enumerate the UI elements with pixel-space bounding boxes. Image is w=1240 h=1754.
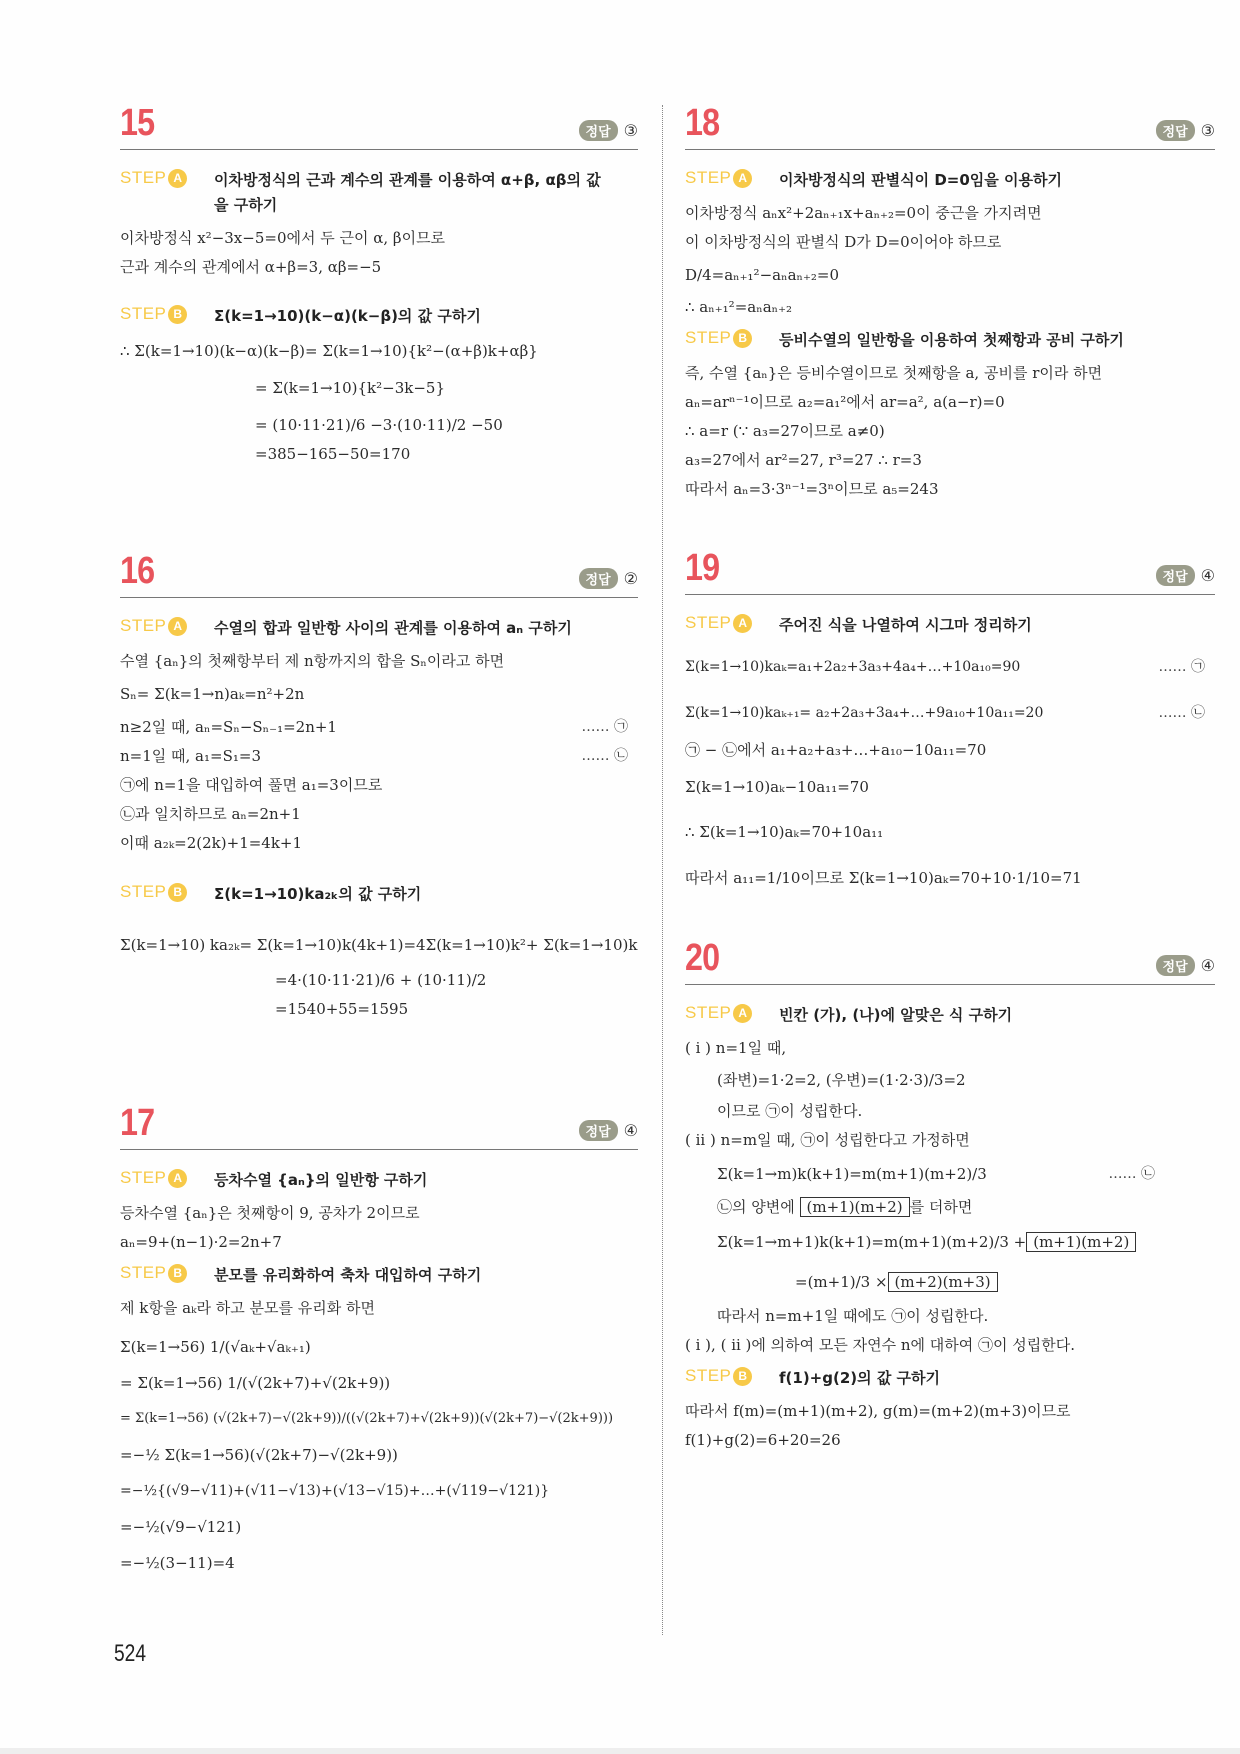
step-title: 빈칸 (가), (나)에 알맞은 식 구하기 xyxy=(779,1006,1013,1024)
solution-line: 이므로 ㉠이 성립한다. xyxy=(717,1102,863,1120)
solution-line: Sₙ= Σ(k=1→n)aₖ=n²+2n xyxy=(120,685,305,703)
solution-line: Σ(k=1→10)kaₖ=a₁+2a₂+3a₃+4a₄+…+10a₁₀=90 …… ㉠ xyxy=(685,644,1215,690)
answer xyxy=(579,1120,638,1141)
step-a xyxy=(685,1003,1215,1028)
answer-badge: 정답 xyxy=(1156,565,1195,586)
solution-line: Σ(k=1→10)kaₖ₊₁= a₂+2a₃+3a₄+…+9a₁₀+10a₁₁=20 …… ㉡ xyxy=(685,690,1215,736)
problem-header xyxy=(120,100,638,150)
solution-line: 이 이차방정식의 판별식 D가 D=0이어야 하므로 xyxy=(685,233,1002,251)
solution-line: ㉠ − ㉡에서 a₁+a₂+a₃+…+a₁₀−10a₁₁=70 xyxy=(685,741,987,759)
solution-line: Σ(k=1→10)aₖ−10a₁₁=70 xyxy=(685,778,869,796)
step-label: STEP B xyxy=(120,304,202,324)
solution-line: =−½{(√9−√11)+(√11−√13)+(√13−√15)+…+(√119−√121)} xyxy=(120,1483,550,1499)
step-label: STEP A xyxy=(685,1003,767,1023)
problem-18 xyxy=(685,100,1215,504)
step-a xyxy=(120,616,638,641)
solution-line: ∴ Σ(k=1→10)aₖ=70+10a₁₁ xyxy=(685,823,884,841)
step-a-circle-icon: A xyxy=(168,617,187,636)
step-a-circle-icon: A xyxy=(733,169,752,188)
answer xyxy=(1156,565,1215,586)
problem-16 xyxy=(120,548,638,1024)
problem-number: 16 xyxy=(120,550,155,592)
solution-line: =−½(3−11)=4 xyxy=(120,1554,235,1572)
solution-line: = Σ(k=1→10){k²−3k−5} xyxy=(255,379,446,397)
solution-line: 이차방정식 aₙx²+2aₙ₊₁x+aₙ₊₂=0이 중근을 가지려면 xyxy=(685,204,1042,222)
step-a-circle-icon: A xyxy=(733,1004,752,1023)
step-title: 주어진 식을 나열하여 시그마 정리하기 xyxy=(779,616,1032,634)
solution-line: Σ(k=1→m)k(k+1)=m(m+1)(m+2)/3 …… ㉡ xyxy=(685,1155,1215,1193)
problem-header xyxy=(120,548,638,598)
answer-value: ④ xyxy=(1200,566,1215,585)
solution-line: Σ(k=1→m+1)k(k+1)=m(m+1)(m+2)/3 + (m+1)(m+2) xyxy=(685,1222,1215,1262)
solution-line: = Σ(k=1→56) 1/(√(2k+7)+√(2k+9)) xyxy=(120,1374,391,1392)
problem-header xyxy=(685,100,1215,150)
problem-17 xyxy=(120,1100,638,1581)
answer-value: ② xyxy=(623,569,638,588)
solution-line: ∴ aₙ₊₁²=aₙaₙ₊₂ xyxy=(685,298,793,316)
answer-value: ③ xyxy=(623,121,638,140)
step-a-circle-icon: A xyxy=(733,614,752,633)
answer-value: ④ xyxy=(623,1121,638,1140)
problem-number: 15 xyxy=(120,102,155,144)
solution-line: 따라서 n=m+1일 때에도 ㉠이 성립한다. xyxy=(717,1307,989,1325)
tag-1: …… ㉠ xyxy=(1158,659,1205,675)
solution-line: ㉡의 양변에 (m+1)(m+2) 를 더하면 xyxy=(717,1198,973,1216)
blank-box-ga: (m+1)(m+2) xyxy=(800,1197,910,1217)
step-a xyxy=(120,168,638,218)
step-a-circle-icon: A xyxy=(168,169,187,188)
solution-line: ∴ a=r (∵ a₃=27이므로 a≠0) xyxy=(685,422,885,440)
step-title: 분모를 유리화하여 축차 대입하여 구하기 xyxy=(214,1266,482,1284)
step-title: Σ(k=1→10)ka₂ₖ의 값 구하기 xyxy=(214,885,422,903)
footer-strip xyxy=(0,1748,1240,1754)
solution-line: =−½(√9−√121) xyxy=(120,1518,242,1536)
solution-line: 이차방정식 x²−3x−5=0에서 두 근이 α, β이므로 xyxy=(120,229,446,247)
blank-box-ga-2: (m+1)(m+2) xyxy=(1026,1232,1136,1252)
answer-value: ④ xyxy=(1200,956,1215,975)
step-b-circle-icon: B xyxy=(733,1367,752,1386)
solution-line: ( i ), ( ii )에 의하여 모든 자연수 n에 대하여 ㉠이 성립한다. xyxy=(685,1336,1076,1354)
answer-badge: 정답 xyxy=(579,1120,618,1141)
solution-line: 이때 a₂ₖ=2(2k)+1=4k+1 xyxy=(120,834,303,852)
solution-line: 근과 계수의 관계에서 α+β=3, αβ=−5 xyxy=(120,258,382,276)
step-label: STEP B xyxy=(120,882,202,902)
step-b xyxy=(685,1366,1215,1391)
problem-number: 18 xyxy=(685,102,720,144)
step-title: 이차방정식의 판별식이 D=0임을 이용하기 xyxy=(779,171,1062,189)
problem-15 xyxy=(120,100,638,469)
step-a xyxy=(685,613,1215,638)
solution-line: aₙ=9+(n−1)·2=2n+7 xyxy=(120,1233,282,1251)
solution-line: aₙ=arⁿ⁻¹이므로 a₂=a₁²에서 ar=a², a(a−r)=0 xyxy=(685,393,1005,411)
step-label: STEP A xyxy=(120,1168,202,1188)
solution-line: Σ(k=1→10) ka₂ₖ= Σ(k=1→10)k(4k+1)=4Σ(k=1→10)k²+ Σ(k=1→10)k xyxy=(120,936,638,954)
solution-line: ∴ Σ(k=1→10)(k−α)(k−β)= Σ(k=1→10){k²−(α+β)k+αβ} xyxy=(120,342,538,360)
answer-badge: 정답 xyxy=(579,120,618,141)
solution-line: 따라서 aₙ=3·3ⁿ⁻¹=3ⁿ이므로 a₅=243 xyxy=(685,480,939,498)
step-label: STEP A xyxy=(685,613,767,633)
answer xyxy=(579,568,638,589)
answer-badge: 정답 xyxy=(1156,120,1195,141)
step-b-circle-icon: B xyxy=(168,883,187,902)
step-title: 등차수열 {aₙ}의 일반항 구하기 xyxy=(214,1171,428,1189)
step-title: 등비수열의 일반항을 이용하여 첫째항과 공비 구하기 xyxy=(779,331,1124,349)
solution-line: =(m+1)/3 × (m+2)(m+3) xyxy=(685,1262,1215,1302)
solution-line: ㉠에 n=1을 대입하여 풀면 a₁=3이므로 xyxy=(120,776,383,794)
solution-line: D/4=aₙ₊₁²−aₙaₙ₊₂=0 xyxy=(685,266,840,284)
solution-line: n=1일 때, a₁=S₁=3 …… ㉡ xyxy=(120,742,638,771)
solution-line: 등차수열 {aₙ}은 첫째항이 9, 공차가 2이므로 xyxy=(120,1204,420,1222)
tag-2: …… ㉡ xyxy=(1158,705,1205,721)
answer-badge: 정답 xyxy=(579,568,618,589)
solution-line: = Σ(k=1→56) (√(2k+7)−√(2k+9))/((√(2k+7)+√(2k+9))(√(2k+7)−√(2k+9))) xyxy=(120,1411,614,1426)
answer-value: ③ xyxy=(1200,121,1215,140)
problem-header xyxy=(685,545,1215,595)
solution-line: = (10·11·21)/6 −3·(10·11)/2 −50 xyxy=(255,416,503,434)
tag-1: …… ㉠ xyxy=(581,719,628,735)
solution-line: f(1)+g(2)=6+20=26 xyxy=(685,1431,841,1449)
step-a-circle-icon: A xyxy=(168,1169,187,1188)
solution-line: 제 k항을 aₖ라 하고 분모를 유리화 하면 xyxy=(120,1299,375,1317)
solution-line: n≥2일 때, aₙ=Sₙ−Sₙ₋₁=2n+1 …… ㉠ xyxy=(120,713,638,742)
step-title: 수열의 합과 일반항 사이의 관계를 이용하여 aₙ 구하기 xyxy=(214,619,572,637)
solution-line: ( ii ) n=m일 때, ㉠이 성립한다고 가정하면 xyxy=(685,1131,970,1149)
problem-20 xyxy=(685,935,1215,1455)
solution-line: a₃=27에서 ar²=27, r³=27 ∴ r=3 xyxy=(685,451,922,469)
answer-badge: 정답 xyxy=(1156,955,1195,976)
step-a xyxy=(685,168,1215,193)
solution-line: =4·(10·11·21)/6 + (10·11)/2 xyxy=(275,971,487,989)
step-a xyxy=(120,1168,638,1193)
problem-19 xyxy=(685,545,1215,901)
tag-2: …… ㉡ xyxy=(581,748,628,764)
problem-header xyxy=(120,1100,638,1150)
answer xyxy=(579,120,638,141)
step-b-circle-icon: B xyxy=(733,329,752,348)
step-label: STEP A xyxy=(685,168,767,188)
step-b xyxy=(685,328,1215,353)
step-title: Σ(k=1→10)(k−α)(k−β)의 값 구하기 xyxy=(214,307,481,325)
problem-number: 17 xyxy=(120,1102,155,1144)
step-b xyxy=(120,882,638,907)
step-label: STEP B xyxy=(685,1366,767,1386)
column-divider xyxy=(662,105,663,1635)
problem-number: 20 xyxy=(685,937,720,979)
step-b-circle-icon: B xyxy=(168,305,187,324)
problem-header xyxy=(685,935,1215,985)
answer xyxy=(1156,955,1215,976)
step-title: 이차방정식의 근과 계수의 관계를 이용하여 α+β, αβ의 값을 구하기 xyxy=(214,171,601,214)
answer xyxy=(1156,120,1215,141)
step-b xyxy=(120,304,638,329)
step-label: STEP A xyxy=(120,616,202,636)
solution-line: =−½ Σ(k=1→56)(√(2k+7)−√(2k+9)) xyxy=(120,1446,398,1464)
solution-line: 수열 {aₙ}의 첫째항부터 제 n항까지의 합을 Sₙ이라고 하면 xyxy=(120,652,505,670)
problem-number: 19 xyxy=(685,547,720,589)
step-b-circle-icon: B xyxy=(168,1264,187,1283)
step-b xyxy=(120,1263,638,1288)
step-label: STEP A xyxy=(120,168,202,188)
page-number: 524 xyxy=(114,1640,147,1667)
solution-line: (좌변)=1·2=2, (우변)=(1·2·3)/3=2 xyxy=(717,1071,966,1089)
solution-line: 즉, 수열 {aₙ}은 등비수열이므로 첫째항을 a, 공비를 r이라 하면 xyxy=(685,364,1103,382)
solution-line: 따라서 a₁₁=1/10이므로 Σ(k=1→10)aₖ=70+10·1/10=71 xyxy=(685,869,1082,887)
step-label: STEP B xyxy=(120,1263,202,1283)
solution-line: 따라서 f(m)=(m+1)(m+2), g(m)=(m+2)(m+3)이므로 xyxy=(685,1402,1071,1420)
solution-line: Σ(k=1→56) 1/(√aₖ+√aₖ₊₁) xyxy=(120,1338,311,1356)
blank-box-na: (m+2)(m+3) xyxy=(888,1272,998,1292)
solution-line: ㉡과 일치하므로 aₙ=2n+1 xyxy=(120,805,301,823)
solution-line: =385−165−50=170 xyxy=(255,445,411,463)
step-label: STEP B xyxy=(685,328,767,348)
step-title: f(1)+g(2)의 값 구하기 xyxy=(779,1369,941,1387)
solution-line: ( i ) n=1일 때, xyxy=(685,1039,787,1057)
solution-line: =1540+55=1595 xyxy=(275,1000,409,1018)
tag-2: …… ㉡ xyxy=(1108,1166,1155,1182)
